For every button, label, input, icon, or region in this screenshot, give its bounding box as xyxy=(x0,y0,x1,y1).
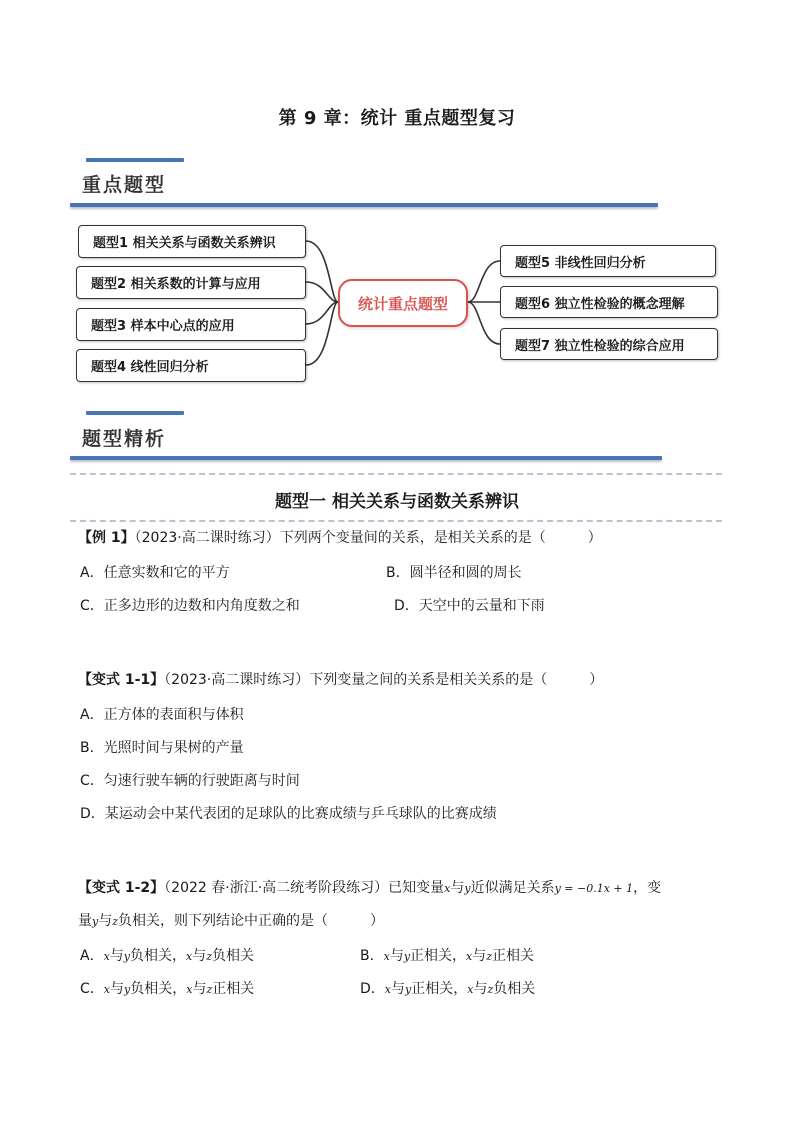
example-1-option-c: C．正多边形的边数和内角度数之和 xyxy=(80,598,300,614)
section-bar-bottom-2 xyxy=(70,456,662,460)
example-1-stem: 【例 1】（2023·高二课时练习）下列两个变量间的关系，是相关关系的是（ ） xyxy=(78,530,602,546)
variant-1-2-option-c: C．x与y负相关，x与z正相关 xyxy=(80,981,255,997)
example-1-option-b: B．圆半径和圆的周长 xyxy=(386,565,522,581)
mindmap-center-node: 统计重点题型 xyxy=(338,279,468,327)
page-title: 第 9 章：统计 重点题型复习 xyxy=(278,108,516,129)
mindmap-node-type6: 题型6 独立性检验的概念理解 xyxy=(500,286,718,318)
section-bar-bottom xyxy=(70,203,658,207)
section-bar-top xyxy=(86,158,184,162)
variant-1-1-option-c: C．匀速行驶车辆的行驶距离与时间 xyxy=(80,773,300,789)
variant-1-1-stem: 【变式 1-1】（2023·高二课时练习）下列变量之间的关系是相关关系的是（ ） xyxy=(78,672,604,688)
mindmap-node-type5: 题型5 非线性回归分析 xyxy=(500,245,716,277)
divider-bottom xyxy=(70,520,722,522)
topic-heading: 题型一 相关关系与函数关系辨识 xyxy=(275,492,519,512)
variant-1-1-option-d: D．某运动会中某代表团的足球队的比赛成绩与乒乓球队的比赛成绩 xyxy=(80,806,497,822)
example-1-option-d: D．天空中的云量和下雨 xyxy=(394,598,545,614)
variant-1-2-option-b: B．x与y正相关，x与z正相关 xyxy=(360,948,535,964)
divider-top xyxy=(70,473,722,475)
mindmap-node-type4: 题型4 线性回归分析 xyxy=(76,349,306,382)
variant-1-2-stem-line1: 【变式 1-2】（2022 春·浙江·高二统考阶段练习）已知变量x与y近似满足关系y = −0.1x + 1，变 xyxy=(78,880,662,896)
variant-1-2-option-a: A．x与y负相关，x与z负相关 xyxy=(80,948,255,964)
section-bar-top-2 xyxy=(86,411,184,415)
section-heading-key-types: 重点题型 xyxy=(82,174,167,196)
mindmap-node-type3: 题型3 样本中心点的应用 xyxy=(76,308,306,341)
section-heading-analysis: 题型精析 xyxy=(82,428,167,450)
example-1-option-a: A．任意实数和它的平方 xyxy=(80,565,230,581)
variant-1-2-stem-line2: 量y与z负相关，则下列结论中正确的是（ ） xyxy=(78,913,385,929)
mindmap-node-type2: 题型2 相关系数的计算与应用 xyxy=(76,266,306,299)
mindmap-node-type7: 题型7 独立性检验的综合应用 xyxy=(500,328,718,360)
variant-1-1-option-a: A．正方体的表面积与体积 xyxy=(80,707,244,723)
variant-1-2-option-d: D．x与y正相关，x与z负相关 xyxy=(360,981,536,997)
variant-1-1-option-b: B．光照时间与果树的产量 xyxy=(80,740,244,756)
mindmap-node-type1: 题型1 相关关系与函数关系辨识 xyxy=(78,225,306,258)
